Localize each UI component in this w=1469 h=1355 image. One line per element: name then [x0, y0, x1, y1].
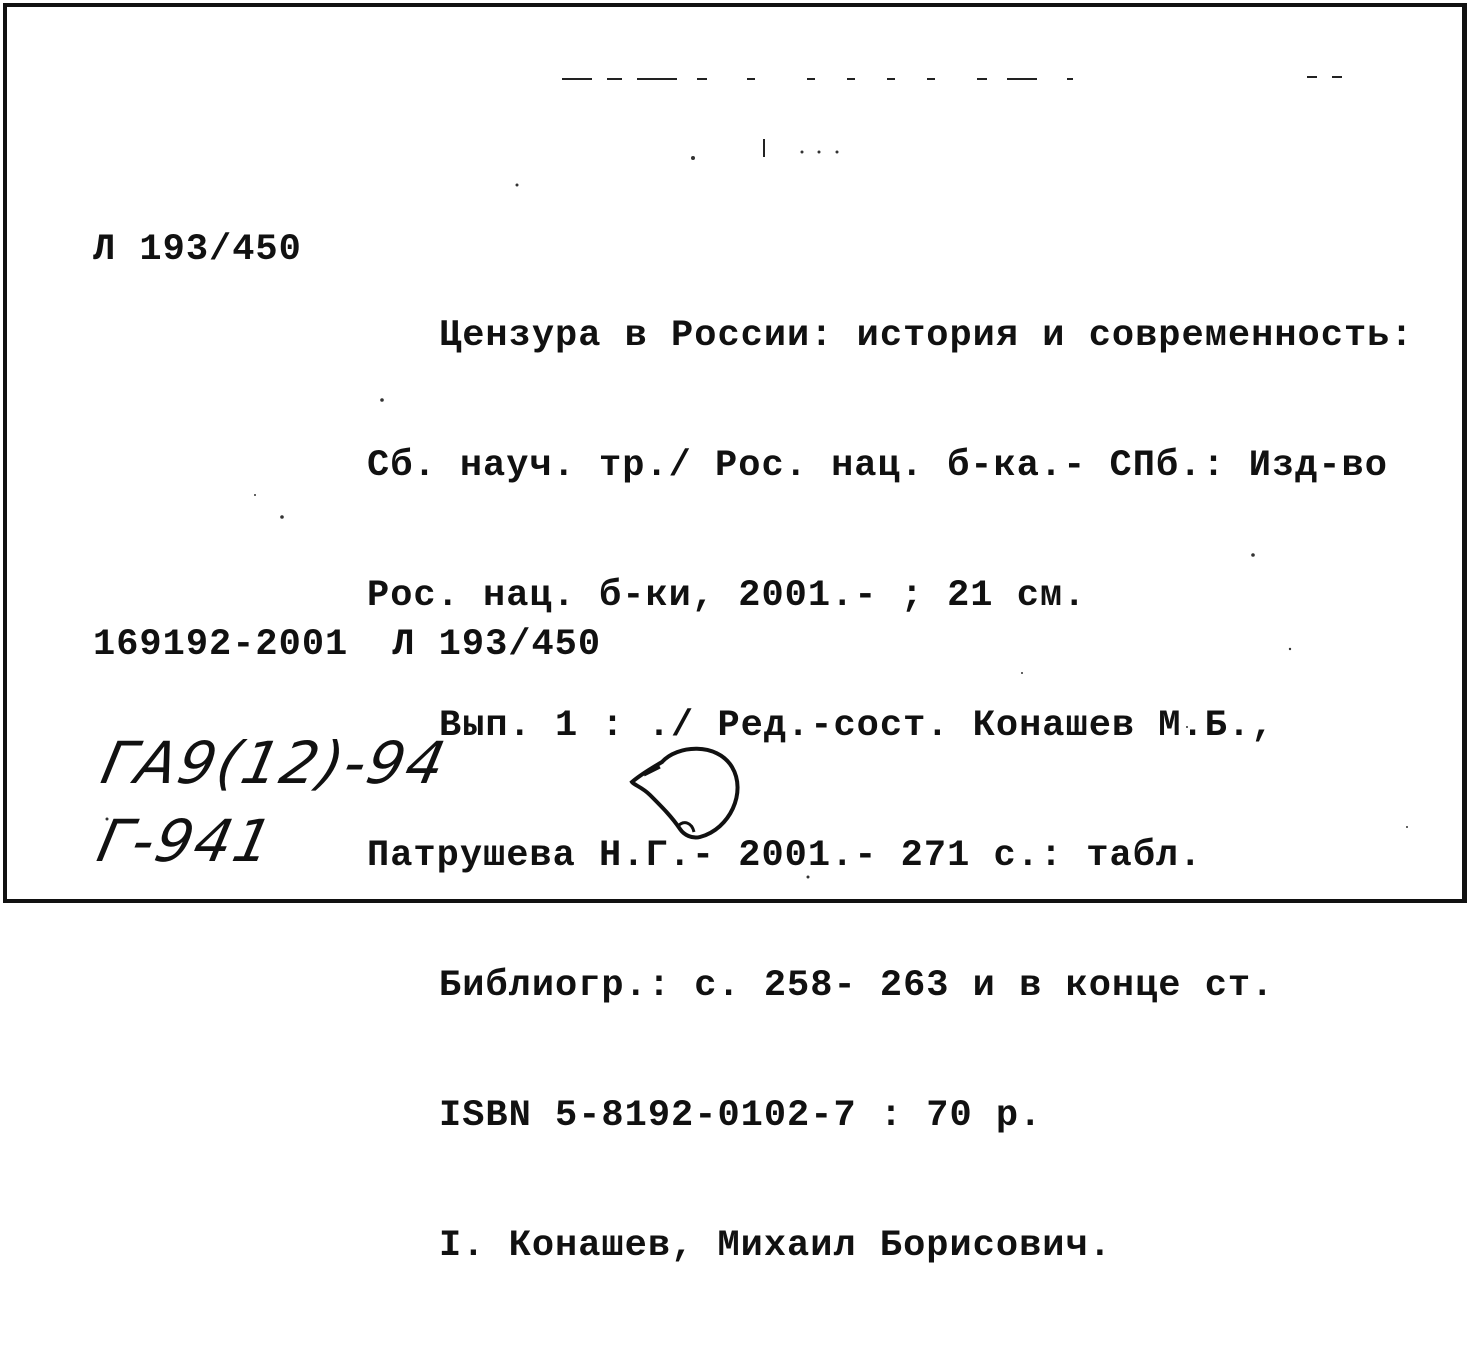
entry-line: Вып. 1 : ./ Ред.-сост. Конашев М.Б., [439, 705, 1275, 747]
accession-number: 169192-2001 [93, 624, 349, 666]
entry-bibliography-line: Библиогр.: с. 258- 263 и в конце ст. [439, 965, 1275, 1007]
catalog-card [3, 3, 1467, 1267]
entry-added-entry-line: I. Конашев, Михаил Борисович. [439, 1225, 1112, 1267]
bibliographic-entry [367, 229, 1414, 1355]
entry-title-line: Цензура в России: история и современность: [439, 315, 1414, 357]
handwritten-author-mark: Г-941 [91, 807, 281, 875]
handwritten-circle-mark [622, 737, 752, 847]
shelf-mark: Л 193/450 [93, 229, 302, 271]
entry-isbn-line: ISBN 5-8192-0102-7 : 70 р. [439, 1095, 1043, 1137]
handwritten-classification: ГА9(12)-94 [95, 729, 453, 797]
footer-shelf-mark: Л 193/450 [392, 624, 602, 666]
entry-line: Рос. нац. б-ки, 2001.- ; 21 см. [367, 575, 1087, 617]
card-footer [93, 624, 601, 667]
entry-line: Сб. науч. тр./ Рос. нац. б-ка.- СПб.: Изд-во [367, 445, 1388, 487]
entry-line: Патрушева Н.Г.- 2001.- 271 с.: табл. [367, 835, 1203, 877]
